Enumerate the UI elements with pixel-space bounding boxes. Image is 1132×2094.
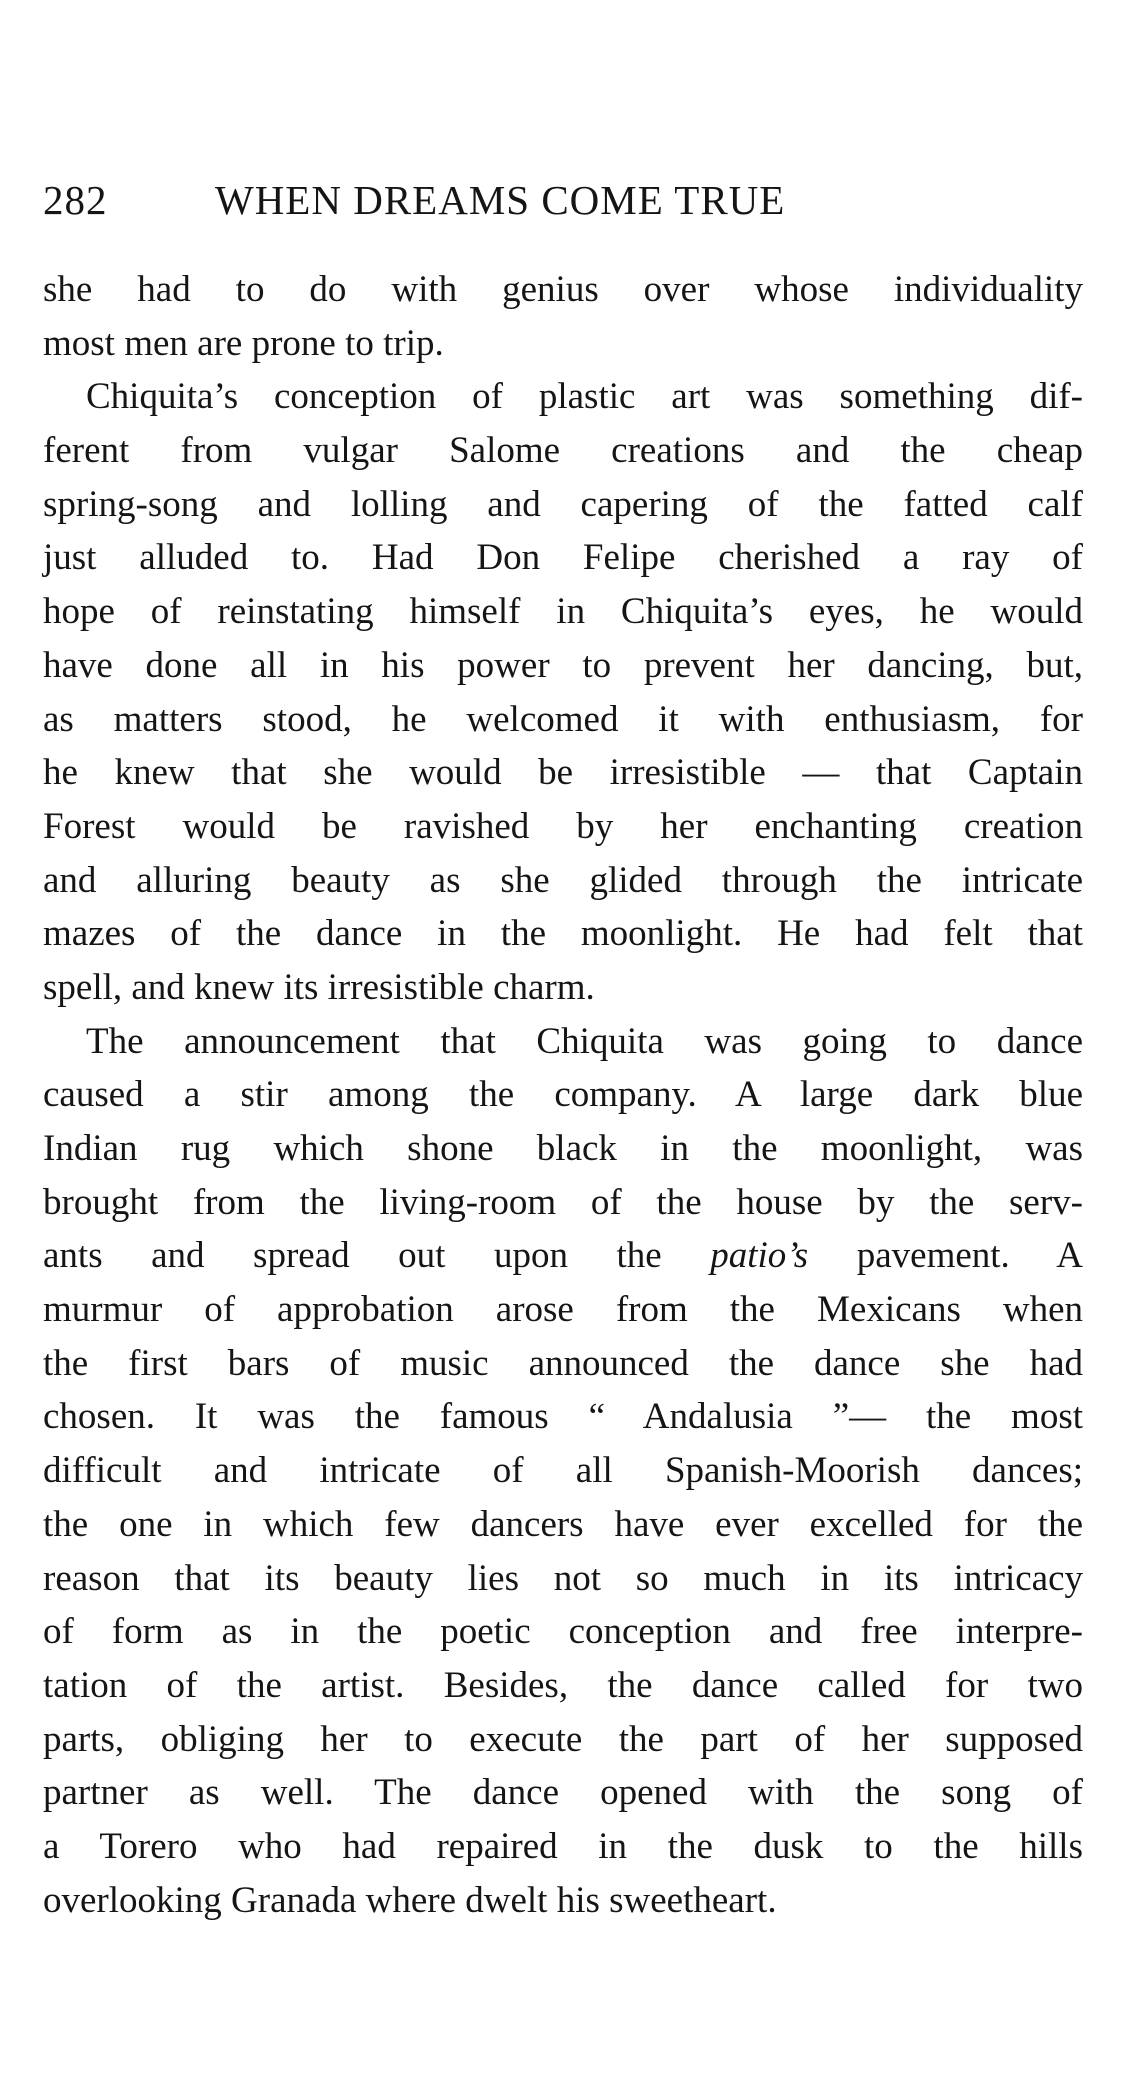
text-line: most men are prone to trip. xyxy=(43,322,444,364)
text-line: mazes of the dance in the moonlight. He had felt that xyxy=(43,913,1083,955)
text-line: as matters stood, he welcomed it with enthusiasm, for xyxy=(43,698,1083,740)
text-line: the one in which few dancers have ever excelled for the xyxy=(43,1503,1083,1545)
body-text xyxy=(43,263,1083,1927)
text-line: spring-song and lolling and capering of the fatted calf xyxy=(43,483,1083,525)
text-line: a Torero who had repaired in the dusk to the hills xyxy=(43,1825,1083,1867)
text-line xyxy=(43,1229,1083,1283)
text-line: Indian rug which shone black in the moonlight, was xyxy=(43,1128,1083,1169)
running-title: WHEN DREAMS COME TRUE xyxy=(215,177,786,223)
italic-text-fragment: patio’s xyxy=(710,1235,809,1277)
text-line: tation of the artist. Besides, the dance called for two xyxy=(43,1664,1083,1706)
text-line: parts, obliging her to execute the part of her supposed xyxy=(43,1718,1083,1760)
page-header xyxy=(43,170,1083,230)
text-fragment: pavement. A xyxy=(808,1235,1083,1277)
text-line: murmur of approbation arose from the Mexicans when xyxy=(43,1289,1083,1331)
text-line: hope of reinstating himself in Chiquita’s eyes, he would xyxy=(43,591,1083,633)
text-line: brought from the living-room of the house by the serv- xyxy=(43,1181,1083,1223)
text-line: difficult and intricate of all Spanish-Moorish dances; xyxy=(43,1450,1083,1492)
text-line: caused a stir among the company. A large dark blue xyxy=(43,1074,1083,1116)
text-line: partner as well. The dance opened with the song of xyxy=(43,1772,1083,1814)
text-line: chosen. It was the famous “ Andalusia ”— the most xyxy=(43,1396,1083,1438)
text-line: just alluded to. Had Don Felipe cherished a ray of xyxy=(43,537,1083,579)
text-line: Forest would be ravished by her enchanting creation xyxy=(43,805,1083,847)
text-line: he knew that she would be irresistible — that Captain xyxy=(43,752,1083,794)
text-line: have done all in his power to prevent her dancing, but, xyxy=(43,644,1083,686)
text-line: she had to do with genius over whose individuality xyxy=(43,269,1083,310)
page-number: 282 xyxy=(43,177,108,223)
text-line: overlooking Granada where dwelt his sweetheart. xyxy=(43,1879,777,1921)
text-line: The announcement that Chiquita was going to dance xyxy=(86,1020,1083,1062)
text-line: of form as in the poetic conception and free interpre- xyxy=(43,1611,1083,1653)
text-line: ferent from vulgar Salome creations and the cheap xyxy=(43,430,1083,472)
text-line: spell, and knew its irresistible charm. xyxy=(43,966,595,1008)
text-line: Chiquita’s conception of plastic art was something dif- xyxy=(86,376,1083,418)
text-fragment: ants and spread out upon the xyxy=(43,1235,711,1277)
text-line: the first bars of music announced the dance she had xyxy=(43,1342,1083,1384)
text-line: and alluring beauty as she glided through the intricate xyxy=(43,859,1083,901)
text-line: reason that its beauty lies not so much in its intricacy xyxy=(43,1557,1083,1599)
